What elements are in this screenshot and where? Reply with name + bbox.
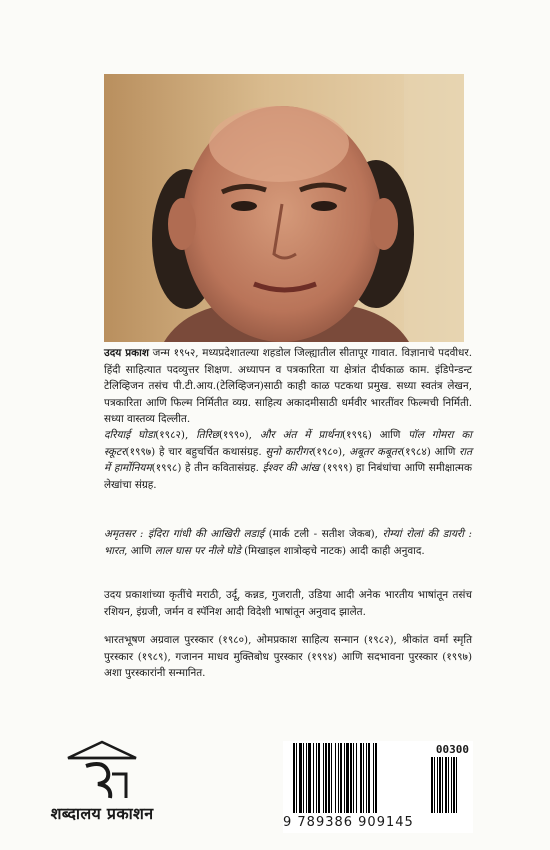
author-bio xyxy=(104,345,472,428)
text-run: , आणि xyxy=(124,544,155,557)
barcode-bar xyxy=(316,743,317,813)
text-run: (१९८४) आणि xyxy=(401,445,460,458)
isbn-number: 9 789386 909145 xyxy=(283,815,414,830)
work-title: दरियाई घोडा xyxy=(104,429,156,441)
barcode-bar xyxy=(375,743,377,813)
barcode-bar xyxy=(318,743,320,813)
barcode-bar xyxy=(306,743,307,813)
addon-bar xyxy=(439,757,441,813)
barcode-bar xyxy=(299,743,302,813)
text-run: (मार्क टली - सतीश जेकब), xyxy=(264,528,383,540)
text-run: (१९८२), xyxy=(155,429,197,441)
barcode-bar xyxy=(368,743,370,813)
author-photo xyxy=(104,74,464,342)
barcode-bar xyxy=(325,743,327,813)
price-code: 00300 xyxy=(435,743,469,756)
barcode-bar xyxy=(353,743,354,813)
text-run: (१९९०), xyxy=(218,429,260,441)
work-title: ईश्वर की आंख xyxy=(262,462,320,475)
work-title: अबूतर कबूतर xyxy=(349,445,402,458)
addon-bar xyxy=(453,757,455,813)
addon-bar xyxy=(434,757,435,813)
translated-into-paragraph xyxy=(104,587,472,620)
translation-title: रोम्यां रोलां की डायरी : भारत xyxy=(104,528,472,557)
work-title: पॉल गोमरा का स्कूटर xyxy=(104,429,472,458)
publisher-name: शब्दालय प्रकाशन xyxy=(50,804,154,823)
barcode-bar xyxy=(296,743,297,813)
text-run: (१९९७) हे चार बहुचर्चित कथासंग्रह. xyxy=(125,445,266,458)
barcode-bar xyxy=(323,743,324,813)
work-title: सुनो कारीगर xyxy=(265,445,313,458)
awards-text: भारतभूषण अग्रवाल पुरस्कार (१९८०), ओमप्रकाश साहित्य सन्मान (१९८२), श्रीकांत वर्मा स्मृति पुरस्कार (१९८९), गजानन माधव मुक्तिबोध पुरस्कार (१९९४) आणि सदभावना पुरस्कार (१९९७) अशा पुरस्कारांनी सन्मानित. xyxy=(104,634,472,680)
isbn-barcode xyxy=(283,741,473,833)
text-run: (१९८०), xyxy=(312,445,350,458)
barcode-bar xyxy=(356,743,357,813)
barcode-bar xyxy=(328,743,330,813)
barcode-bar xyxy=(338,743,339,813)
barcode-bar xyxy=(293,743,295,813)
addon-bar xyxy=(456,757,457,813)
text-run: (१९९९) हा निबंधांचा आणि समीक्षात्मक लेखांचा संग्रह. xyxy=(104,462,472,491)
addon-bar xyxy=(442,757,443,813)
addon-bar xyxy=(437,757,438,813)
barcode-bar xyxy=(366,743,367,813)
bio-text: जन्म १९५२, मध्यप्रदेशातल्या शहडोल जिल्ह्यातील सीतापूर गावात. विज्ञानाचे पदवीधर. हिंदी साहित्यात पदव्युत्तर शिक्षण. अध्यापन व पत्रकारिता या क्षेत्रांत दीर्घकाळ काम. इंडिपेन्डन्ट टेलिव्हिजन तसंच पी.टी.आय.(टेलिव्हिजन)साठी काही काळ पटकथा प्रमुख. सध्या स्वतंत्र लेखन, पत्रकारिता आणि फिल्म निर्मितीत व्यग्र. साहित्य अकादमीसाठी धर्मवीर भारतींवर फिल्मची निर्मिती. सध्या वास्तव्य दिल्लीत. xyxy=(104,347,473,426)
translated-into-text: उदय प्रकाशांच्या कृतींचे मराठी, उर्दू, कन्नड, गुजराती, उडिया आदी अनेक भारतीय भाषांतून तसंच रशियन, इंग्रजी, जर्मन व स्पॅनिश आदी विदेशी भाषांतून अनुवाद झालेत. xyxy=(104,589,472,618)
text-run: (१९९८) हे तीन कवितासंग्रह. xyxy=(151,462,263,475)
work-title: और अंत में प्रार्थना xyxy=(259,429,343,441)
barcode-bar xyxy=(308,743,311,813)
translation-title: लाल घास पर नीले घोडे xyxy=(154,544,241,557)
addon-bar xyxy=(431,757,433,813)
author-name: उदय प्रकाश xyxy=(104,347,149,359)
text-run: (मिखाइल शात्रोव्हचे नाटक) आदी काही अनुवाद. xyxy=(240,544,425,557)
awards-paragraph xyxy=(104,632,472,682)
translation-title: अमृतसर : इंदिरा गांधी की आखिरी लडाई xyxy=(104,528,264,540)
barcode-bar xyxy=(344,743,345,813)
addon-bar xyxy=(448,757,449,813)
barcode-bar xyxy=(373,743,374,813)
works-paragraph xyxy=(104,427,472,493)
barcode-bar xyxy=(303,743,304,813)
addon-bar xyxy=(451,757,452,813)
publisher-logo xyxy=(22,740,182,835)
barcode-bar xyxy=(313,743,314,813)
addon-bar xyxy=(445,757,447,813)
text-run: (१९९६) आणि xyxy=(342,429,409,441)
publisher-emblem-icon xyxy=(64,740,140,802)
barcode-bar xyxy=(340,743,342,813)
barcode-bar xyxy=(350,743,352,813)
translations-paragraph xyxy=(104,526,472,559)
barcode-bar xyxy=(331,743,332,813)
work-title: तिरिछ xyxy=(196,429,219,441)
barcode-bar xyxy=(360,743,362,813)
barcode-bar xyxy=(363,743,364,813)
barcode-bar xyxy=(335,743,336,813)
barcode-bar xyxy=(346,743,349,813)
work-title: रात में हार्मोनियम xyxy=(104,445,473,475)
